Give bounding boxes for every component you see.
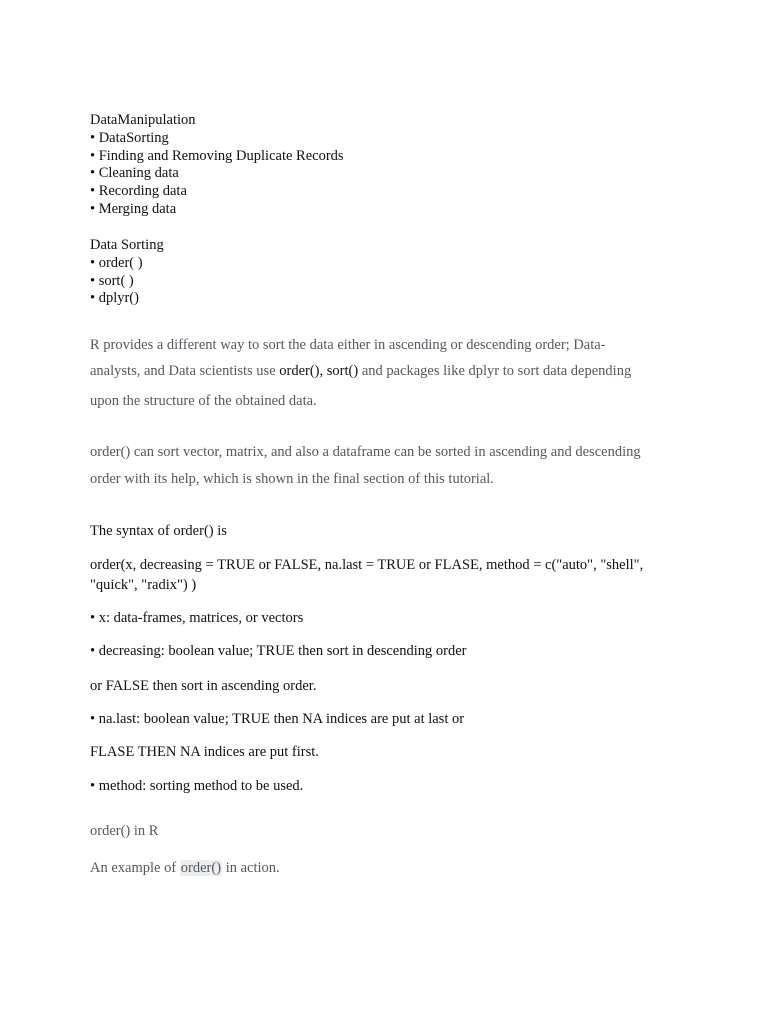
argument-na-last-cont: FLASE THEN NA indices are put first. [90,744,319,760]
argument-na-last: • na.last: boolean value; TRUE then NA indices are put at last or [90,711,465,727]
example-text: An example of [90,860,180,876]
argument-decreasing-cont: or FALSE then sort in ascending order. [90,678,317,694]
list-item: • order( ) [90,255,143,271]
paragraph-line: R provides a different way to sort the data either in ascending or descending order; Data- [90,337,606,353]
paragraph-line [90,362,631,380]
argument-x: • x: data-frames, matrices, or vectors [90,610,304,626]
section-heading-data-sorting: Data Sorting [90,237,164,253]
example-intro [90,859,280,877]
section-heading-data-manipulation: DataManipulation [90,112,196,128]
example-heading: order() in R [90,823,159,839]
argument-method: • method: sorting method to be used. [90,778,304,794]
syntax-code-line: "quick", "radix") ) [90,577,197,593]
argument-decreasing: • decreasing: boolean value; TRUE then sort in descending order [90,643,467,659]
syntax-intro: The syntax of order() is [90,523,227,539]
paragraph-text: analysts, and Data scientists use [90,363,280,379]
example-text: in action. [222,860,280,876]
paragraph-line: upon the structure of the obtained data. [90,393,317,409]
list-item: • Recording data [90,183,187,199]
paragraph-text: and packages like dplyr to sort data depending [358,363,632,379]
list-item: • sort( ) [90,273,134,289]
paragraph-line: order() can sort vector, matrix, and also a dataframe can be sorted in ascending and descending [90,444,641,460]
list-item: • Cleaning data [90,165,179,181]
syntax-code-line: order(x, decreasing = TRUE or FALSE, na.last = TRUE or FLASE, method = c("auto", "shell", [90,557,644,573]
list-item: • dplyr() [90,290,139,306]
list-item: • Merging data [90,201,177,217]
inline-code-order: order() [180,860,222,876]
inline-function-names: order(), sort() [279,363,359,379]
paragraph-line: order with its help, which is shown in the final section of this tutorial. [90,471,494,487]
list-item: • DataSorting [90,130,169,146]
list-item: • Finding and Removing Duplicate Records [90,148,344,164]
